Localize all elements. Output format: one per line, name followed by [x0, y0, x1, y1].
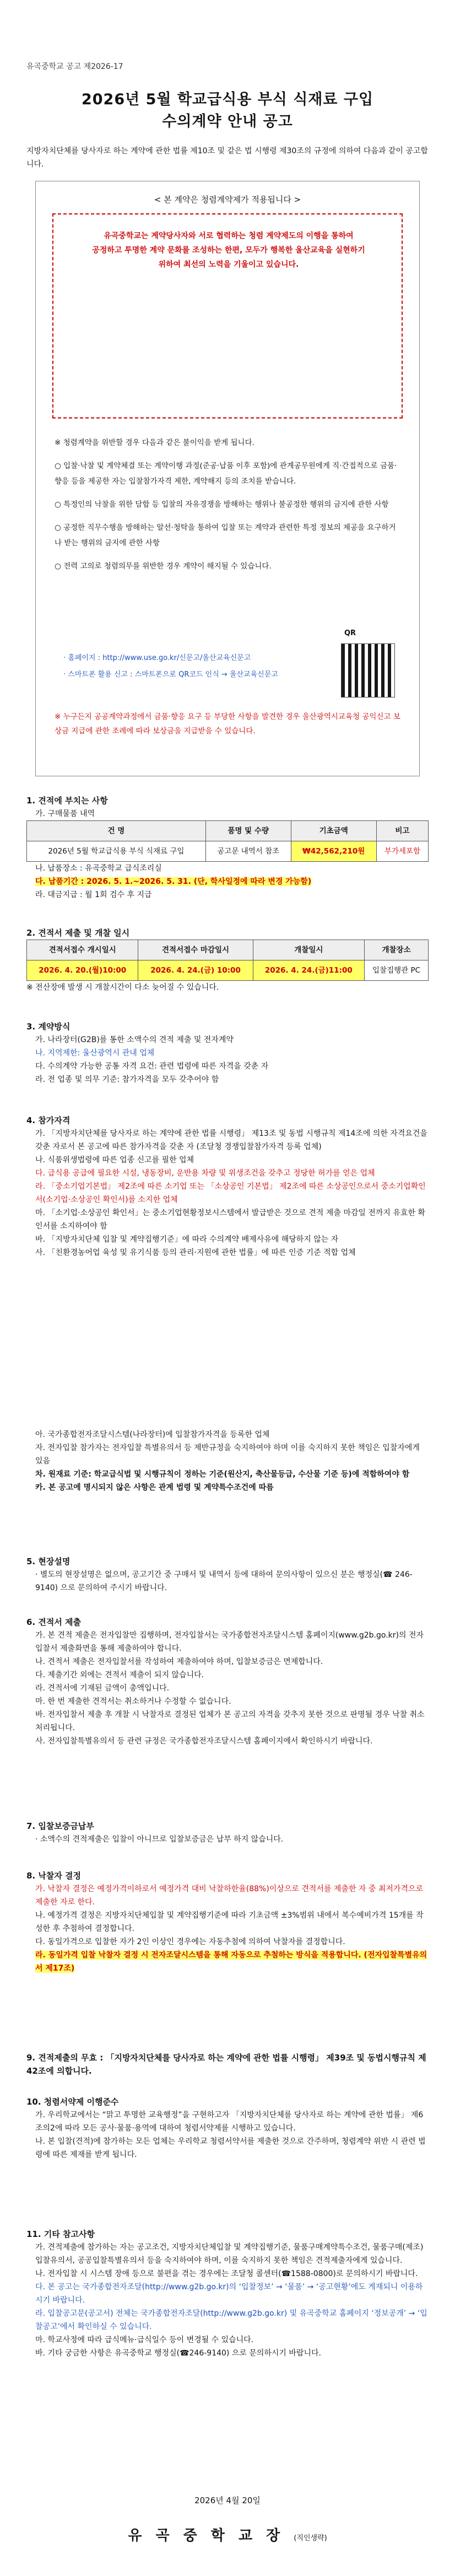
list-item: 가. 낙찰자 결정은 예정가격이하로서 예정가격 대비 낙찰하한율(88%)이상으로 견적서를 제출한 자 중 최저가격으로 제출한 자로 한다. — [35, 1885, 424, 1907]
smartphone-report-link[interactable]: · 스마트폰 활용 신고 : 스마트폰으로 QR코드 인식 → 울산교육신문고 — [63, 670, 278, 679]
section-title: 8. 낙찰자 결정 — [26, 1871, 82, 1881]
list-item: 사. 「친환경농어업 육성 및 유기식품 등의 관리·지원에 관한 법률」에 따른 인증 기준 적합 업체 — [35, 1248, 356, 1257]
list-item: 마. 「소기업·소상공인 확인서」는 중소기업현황정보시스템에서 발급받은 것으로 견적 제출 마감일 전까지 유효한 확인서를 소지하여야 함 — [35, 1209, 425, 1231]
item-table — [26, 820, 429, 862]
table-cell-base-price: ₩42,562,210원 — [291, 841, 376, 862]
section-8 — [26, 1869, 429, 1975]
list-item: 나. 견적서 제출은 전자입찰서를 작성하여 제출하여야 하며, 입찰보증금은 면제합니다. — [35, 1657, 323, 1666]
list-item: 라. 전 업종 및 의무 기준: 참가자격을 모두 갖추어야 함 — [35, 1075, 219, 1084]
table-header: 개찰장소 — [365, 940, 429, 960]
list-item: 마. 한 번 제출한 견적서는 취소하거나 수정할 수 없습니다. — [35, 1697, 231, 1706]
list-item: 가. 「지방자치단체를 당사자로 하는 계약에 관한 법률 시행령」 제13조 및 동법 시행규칙 제14조에 의한 자격요건을 갖춘 자로서 본 공고에 따른 참가자격을 갖춘 자 (조달청 경쟁입찰참가자격 등록 업체) — [35, 1129, 427, 1151]
table-cell: 2026년 5월 학교급식용 부식 식재료 구입 — [27, 841, 206, 862]
section-9 — [26, 2051, 429, 2078]
section-11 — [26, 2228, 429, 2360]
list-item — [26, 875, 429, 888]
list-item[interactable]: 라. 입찰공고문(공고서) 전체는 국가종합전자조달(http://www.g2b.go.kr) 및 유곡중학교 홈페이지 ‘정보공개’ → ‘입찰공고’에서 확인하실 수 있습니다. — [35, 2309, 427, 2331]
seal-note: (직인생략) — [294, 2534, 327, 2542]
section-title: 4. 참가자격 — [26, 1115, 71, 1125]
section-text: · 소액수의 견적제출은 입찰이 아니므로 입찰보증금은 납부 하지 않습니다. — [35, 1835, 284, 1844]
section-title: 1. 견적에 부치는 사항 — [26, 796, 108, 806]
signature-text: 유 곡 중 학 교 장 — [128, 2527, 285, 2544]
list-item: 다. 제출기간 외에는 견적서 제출이 되지 않습니다. — [35, 1671, 204, 1679]
page-title-line1: 2026년 5월 학교급식용 부식 식재료 구입 — [81, 91, 374, 108]
list-item: 다. 급식용 공급에 필요한 시설, 냉동장비, 운반용 차량 및 위생조건을 갖추고 정당한 허가를 얻은 업체 — [35, 1169, 375, 1178]
list-item: 아. 국가종합전자조달시스템(나라장터)에 입찰참가자격을 등록한 업체 — [35, 1430, 270, 1439]
list-item: 라. 견적서에 기재된 금액이 총액입니다. — [35, 1684, 170, 1693]
section-title: 3. 계약방식 — [26, 1022, 71, 1032]
section-title: 10. 청렴서약제 이행준수 — [26, 2097, 119, 2107]
table-header: 개찰일시 — [253, 940, 364, 960]
table-header: 건 명 — [27, 821, 206, 841]
notice-rules — [55, 435, 402, 582]
section-6 — [26, 1616, 429, 1748]
section-5 — [26, 1555, 429, 1595]
section-4-cont — [26, 1428, 429, 1494]
section-title: 6. 견적서 제출 — [26, 1617, 82, 1627]
list-item: 차. 원재료 기준: 학교급식법 및 시행규칙이 정하는 기준(원산지, 축산물등급, 수산물 기준 등)에 적합하여야 함 — [35, 1470, 410, 1479]
list-item: 다. 동일가격으로 입찰한 자가 2인 이상인 경우에는 자동추첨에 의하여 낙찰자를 결정합니다. — [35, 1938, 345, 1946]
list-item: 나. 전자입찰 시 시스템 장애 등으로 불편을 겪는 경우에는 조달청 콜센터(☎1588-0800)로 문의하시기 바랍니다. — [35, 2269, 418, 2278]
list-item: 바. 전자입찰서 제출 후 개찰 시 낙찰자로 결정된 업체가 본 공고의 자격을 갖추지 못한 것으로 판명될 경우 낙찰 취소 처리됩니다. — [35, 1710, 425, 1732]
section-title: 11. 기타 참고사항 — [26, 2229, 95, 2239]
table-header: 비고 — [376, 821, 428, 841]
table-cell: 입찰집행관 PC — [365, 960, 429, 981]
section-title: 2. 견적서 제출 및 개찰 일시 — [26, 928, 130, 938]
list-item: 라. 「중소기업기본법」 제2조에 따른 소기업 또는 「소상공인 기본법」 제2조에 따른 소상공인으로서 중소기업확인서(소기업·소상공인 확인서)를 소지한 업체 — [35, 1182, 426, 1204]
list-item: 나. 본 입찰(견적)에 참가하는 모든 업체는 우리학교 청렴서약서를 제출한 것으로 간주하며, 청렴계약 위반 시 관련 법령에 따른 제재를 받게 됩니다. — [35, 2137, 426, 2159]
report-links — [63, 650, 278, 683]
list-item: 라. 대금지급 : 월 1회 검수 후 지급 — [35, 890, 152, 899]
section-3 — [26, 1020, 429, 1086]
notice-inner-text — [68, 229, 389, 272]
notice-rule: ○ 입찰·낙찰 및 계약체결 또는 계약이행 과정(준공·납품 이후 포함)에 관계공무원에게 직·간접적으로 금품·향응 등을 제공한 자는 입찰참가자격 제한, 계약해지 등의 조치를 받습니다. — [55, 461, 397, 486]
table-header: 견적서접수 마감일시 — [138, 940, 253, 960]
list-item: 바. 「지방자치단체 입찰 및 계약집행기준」에 따라 수의계약 배제사유에 해당하지 않는 자 — [35, 1235, 339, 1244]
table-cell: 2026. 4. 24.(금) 10:00 — [138, 960, 253, 981]
list-item: 나. 지역제한: 울산광역시 관내 업체 — [35, 1049, 155, 1058]
qr-code-icon[interactable] — [341, 643, 395, 697]
list-item: 자. 전자입찰 참가자는 전자입찰 특별유의서 등 제반규정을 숙지하여야 하며 이를 숙지하지 못한 책임은 입찰자에게 있음 — [35, 1443, 420, 1466]
list-item: 가. 나라장터(G2B)를 통한 소액수의 견적 제출 및 전자계약 — [35, 1035, 234, 1044]
section-10 — [26, 2095, 429, 2161]
section-title: 7. 입찰보증금납부 — [26, 1821, 94, 1831]
list-item: 나. 식품위생법령에 따른 업종 신고를 필한 업체 — [35, 1156, 194, 1164]
schedule-table — [26, 940, 429, 981]
section-subtitle: 가. 구매물품 내역 — [35, 809, 95, 818]
list-item: 나. 예정가격 결정은 지방자치단체입찰 및 계약집행기준에 따라 기초금액 ±3%범위 내에서 복수예비가격 15개를 작성한 후 추첨하여 결정합니다. — [35, 1911, 424, 1933]
notice-rule: ○ 전력 고의로 청렴의무를 위반한 경우 계약이 해지될 수 있습니다. — [55, 562, 272, 571]
section-title: 5. 현장설명 — [26, 1557, 71, 1566]
notice-rule: ○ 공정한 직무수행을 방해하는 알선·청탁을 통하여 입찰 또는 계약과 관련한 특정 정보의 제공을 요구하거나 받는 행위의 금지에 관한 사항 — [55, 523, 396, 548]
intro-text: 지방자치단체를 당사자로 하는 계약에 관한 법률 제10조 및 같은 법 시행령 제30조의 규정에 의하여 다음과 같이 공고합니다. — [26, 147, 428, 169]
section-title: 9. 견적제출의 무효 : 「지방자치단체를 당사자로 하는 계약에 관한 법률 시행령」 제39조 및 동법시행규칙 제42조에 의합니다. — [26, 2053, 426, 2076]
section-7 — [26, 1820, 429, 1846]
notice-footer: ※ 누구든지 공공계약과정에서 금품·향응 요구 등 부당한 사항을 발견한 경우 울산광역시교육청 공익신고 보상금 지급에 관한 조례에 따라 보상금을 지급받을 수 있습니다. — [55, 712, 400, 736]
qr-label: QR — [344, 629, 356, 637]
notice-heading: < 본 계약은 청렴계약제가 적용됩니다 > — [154, 195, 301, 205]
section-4 — [26, 1114, 429, 1259]
table-cell: 공고문 내역서 참조 — [205, 841, 291, 862]
homepage-link[interactable]: · 홈페이지 : http://www.use.go.kr/신문고/울산교육신문고 — [63, 654, 251, 662]
list-item: 가. 우리학교에서는 “맑고 투명한 교육행정”을 구현하고자 「지방자치단체를 당사자로 하는 계약에 관한 법률」 제6조의2에 따라 모든 공사·물품·용역에 대하여 청렴서약제를 시행하고 있습니다. — [35, 2111, 424, 2133]
notice-inner-line: 공정하고 투명한 계약 문화를 조성하는 한편, 모두가 행복한 울산교육을 실현하기 — [92, 246, 365, 255]
notice-inner-line: 위하여 최선의 노력을 기울이고 있습니다. — [158, 260, 299, 269]
notice-inner-box — [52, 213, 403, 418]
note: ※ 전산장애 발생 시 개찰시간이 다소 늦어질 수 있습니다. — [26, 983, 219, 992]
integrity-notice-box — [35, 181, 420, 776]
list-item: 바. 기타 궁금한 사항은 유곡중학교 행정실(☎246-9140) 으로 문의하시기 바랍니다. — [35, 2349, 321, 2358]
list-item: 사. 전자입찰특별유의서 등 관련 규정은 국가종합전자조달시스템 홈페이지에서 확인하시기 바랍니다. — [35, 1737, 373, 1746]
list-item — [26, 1949, 429, 1975]
table-header: 기초금액 — [291, 821, 376, 841]
section-1 — [26, 794, 429, 901]
doc-number: 유곡중학교 공고 제2026-17 — [26, 62, 123, 71]
list-item: 나. 납품장소 : 유곡중학교 급식조리실 — [35, 864, 162, 873]
list-item: 마. 학교사정에 따라 급식메뉴·급식일수 등이 변경될 수 있습니다. — [35, 2336, 254, 2344]
principal-signature — [0, 2524, 455, 2545]
list-item: 카. 본 공고에 명시되지 않은 사항은 관계 법령 및 계약특수조건에 따름 — [35, 1483, 274, 1492]
section-text: · 별도의 현장설명은 없으며, 공고기간 중 구매서 및 내역서 등에 대하여 문의사항이 있으신 분은 행정실(☎ 246-9140) 으로 문의하여 주시기 바랍니다. — [35, 1570, 413, 1592]
table-cell: 부가세포함 — [376, 841, 428, 862]
list-item: 다. 수의계약 가능한 공통 자격 요건: 관련 법령에 따른 자격을 갖춘 자 — [35, 1062, 269, 1071]
table-header: 품명 및 수량 — [205, 821, 291, 841]
notice-rule: ○ 특정인의 낙찰을 위한 담합 등 입찰의 자유경쟁을 방해하는 행위나 불공정한 행위의 금지에 관한 사항 — [55, 500, 389, 509]
list-item: 가. 견적제출에 참가하는 자는 공고조건, 지방자치단체입찰 및 계약집행기준, 물품구매계약특수조건, 물품구매(제조)입찰유의서, 공공입찰특별유의서 등을 숙지하여야 하며, 이를 숙지하지 못한 책임은 견적제출자에게 있습니다. — [35, 2243, 424, 2265]
list-item[interactable]: 다. 본 공고는 국가종합전자조달(http://www.g2b.go.kr)의 ‘입찰정보’ → ‘물품’ → ‘공고현황’에도 게재되니 이용하시기 바랍니다. — [35, 2283, 423, 2305]
table-cell: 2026. 4. 24.(금)11:00 — [253, 960, 364, 981]
delivery-period: 다. 납품기간 : 2026. 5. 1.~2026. 5. 31. (단, 학사일정에 따라 변경 가능함) — [35, 877, 312, 886]
notice-date: 2026년 4월 20일 — [194, 2496, 261, 2505]
notice-rule: ※ 청렴계약을 위반할 경우 다음과 같은 불이익을 받게 됩니다. — [55, 438, 254, 447]
section-2 — [26, 926, 429, 994]
tie-rule: 라. 동일가격 입찰 낙찰자 결정 시 전자조달시스템을 통해 자동으로 추첨하는 방식을 적용합니다. (전자입찰특별유의서 제17조) — [35, 1951, 427, 1973]
table-cell: 2026. 4. 20.(월)10:00 — [27, 960, 138, 981]
table-header: 견적서접수 개시일시 — [27, 940, 138, 960]
notice-inner-line: 유곡중학교는 계약당사자와 서로 협력하는 청렴 계약제도의 이행을 통하여 — [104, 232, 354, 240]
list-item: 가. 본 견적 제출은 전자입찰만 집행하며, 전자입찰서는 국가종합전자조달시스템 홈페이지(www.g2b.go.kr)의 전자입찰서 제출화면을 통해 제출하여야 합니다. — [35, 1631, 424, 1653]
page-title-line2: 수의계약 안내 공고 — [162, 113, 293, 130]
